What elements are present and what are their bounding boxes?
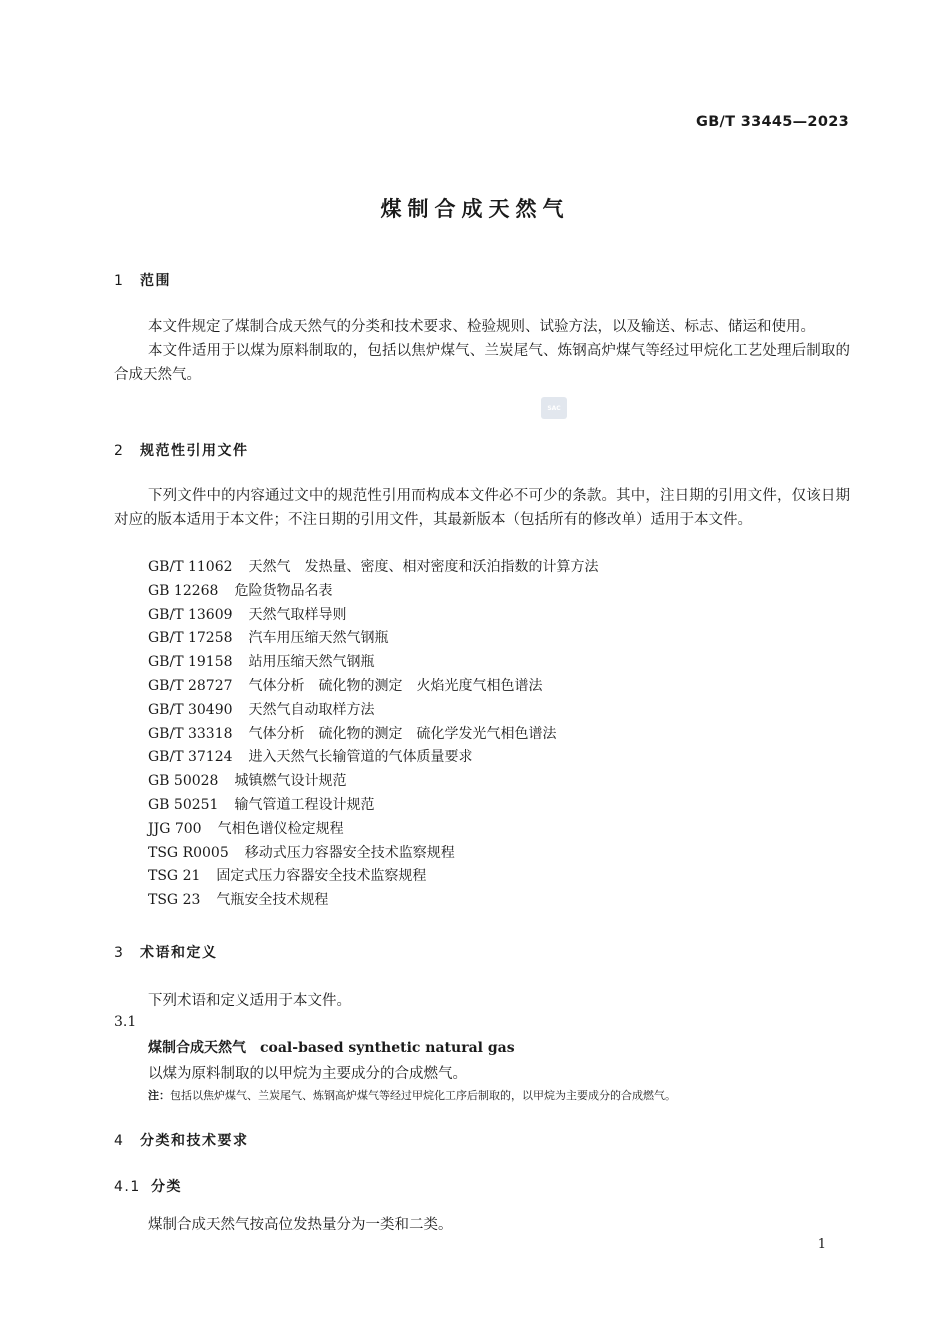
section-number: 4	[114, 1133, 125, 1149]
reference-title: 城镇燃气设计规范	[234, 773, 347, 790]
reference-title: 气相色谱仪检定规程	[217, 820, 344, 837]
reference-item	[148, 604, 599, 628]
section-number: 1	[114, 273, 125, 289]
reference-code: TSG 23	[148, 892, 201, 909]
reference-code: GB/T 13609	[148, 606, 233, 623]
reference-title: 固定式压力容器安全技术监察规程	[216, 868, 427, 885]
section-number: 2	[114, 443, 125, 459]
reference-code: GB/T 11062	[148, 559, 233, 575]
reference-item	[148, 580, 599, 604]
reference-item	[148, 746, 599, 770]
section-title: 范围	[140, 273, 171, 289]
document-title: 煤制合成天然气	[380, 197, 570, 221]
reference-code: GB/T 19158	[148, 654, 233, 671]
reference-code: GB/T 17258	[148, 630, 233, 647]
reference-code: TSG 21	[148, 868, 201, 885]
note-label: 注：	[148, 1089, 170, 1102]
reference-item	[148, 842, 599, 866]
reference-item	[148, 627, 599, 651]
section-title: 术语和定义	[140, 945, 218, 961]
term-definition: 以煤为原料制取的以甲烷为主要成分的合成燃气。	[148, 1066, 467, 1082]
reference-title: 气瓶安全技术规程	[216, 892, 329, 909]
section-number: 3	[114, 945, 125, 961]
normative-intro	[114, 485, 850, 533]
reference-item	[148, 651, 599, 675]
reference-title: 天然气自动取样方法	[248, 701, 375, 718]
section-title: 分类	[151, 1179, 182, 1195]
reference-item	[148, 865, 599, 889]
note-text: 包括以焦炉煤气、兰炭尾气、炼钢高炉煤气等经过甲烷化工序后制取的，以甲烷为主要成分的合成燃气。	[170, 1089, 676, 1102]
reference-title: 站用压缩天然气钢瓶	[248, 654, 375, 671]
reference-title: 气体分析 硫化物的测定 硫化学发光气相色谱法	[248, 725, 557, 742]
reference-item	[148, 723, 599, 747]
reference-list	[148, 556, 599, 913]
term-number: 3.1	[114, 1014, 137, 1030]
sac-watermark-logo: SAC	[541, 397, 567, 419]
reference-item	[148, 770, 599, 794]
section-title: 规范性引用文件	[140, 443, 249, 459]
reference-item	[148, 889, 599, 913]
reference-title: 气体分析 硫化物的测定 火焰光度气相色谱法	[248, 677, 543, 694]
reference-title: 危险货物品名表	[234, 582, 333, 599]
section-1-heading	[114, 270, 171, 290]
reference-item	[148, 675, 599, 699]
classification-text: 煤制合成天然气按高位发热量分为一类和二类。	[148, 1217, 453, 1233]
reference-title: 移动式压力容器安全技术监察规程	[244, 844, 455, 861]
reference-title: 输气管道工程设计规范	[234, 796, 375, 813]
reference-item	[148, 699, 599, 723]
reference-code: GB/T 30490	[148, 701, 233, 718]
reference-code: JJG 700	[148, 820, 202, 837]
reference-code: GB 50251	[148, 796, 219, 813]
reference-code: GB 12268	[148, 582, 219, 599]
section-number: 4.1	[114, 1179, 141, 1195]
term-chinese: 煤制合成天然气	[148, 1040, 246, 1056]
normative-intro-paragraph: 下列文件中的内容通过文中的规范性引用而构成本文件必不可少的条款。其中，注日期的引用文件，仅该日期对应的版本适用于本文件；不注日期的引用文件，其最新版本（包括所有的修改单）适用于本文件。	[114, 488, 850, 528]
page-number: 1	[817, 1237, 826, 1252]
reference-title: 天然气 发热量、密度、相对密度和沃泊指数的计算方法	[248, 559, 599, 575]
standard-code: GB/T 33445—2023	[696, 114, 849, 130]
reference-code: GB/T 33318	[148, 725, 233, 742]
reference-code: GB/T 37124	[148, 749, 233, 766]
section-4-heading	[114, 1130, 249, 1150]
reference-item	[148, 556, 599, 580]
reference-item	[148, 794, 599, 818]
reference-title: 进入天然气长输管道的气体质量要求	[248, 749, 473, 766]
term-english: coal-based synthetic natural gas	[260, 1040, 515, 1056]
scope-paragraph-1: 本文件规定了煤制合成天然气的分类和技术要求、检验规则、试验方法，以及输送、标志、储运和使用。	[148, 319, 815, 335]
terms-intro: 下列术语和定义适用于本文件。	[148, 993, 351, 1009]
reference-item	[148, 818, 599, 842]
reference-code: GB 50028	[148, 773, 219, 790]
section-2-heading	[114, 440, 249, 460]
section-3-heading	[114, 942, 218, 962]
section-title: 分类和技术要求	[140, 1133, 249, 1149]
term-heading	[148, 1037, 515, 1057]
reference-title: 汽车用压缩天然气钢瓶	[248, 630, 389, 647]
scope-paragraphs	[114, 316, 850, 387]
scope-paragraph-2: 本文件适用于以煤为原料制取的，包括以焦炉煤气、兰炭尾气、炼钢高炉煤气等经过甲烷化工艺处理后制取的合成天然气。	[114, 342, 850, 383]
section-4-1-heading	[114, 1176, 182, 1196]
reference-title: 天然气取样导则	[248, 606, 347, 623]
reference-code: TSG R0005	[148, 844, 229, 861]
term-note	[148, 1087, 676, 1103]
reference-code: GB/T 28727	[148, 677, 233, 694]
